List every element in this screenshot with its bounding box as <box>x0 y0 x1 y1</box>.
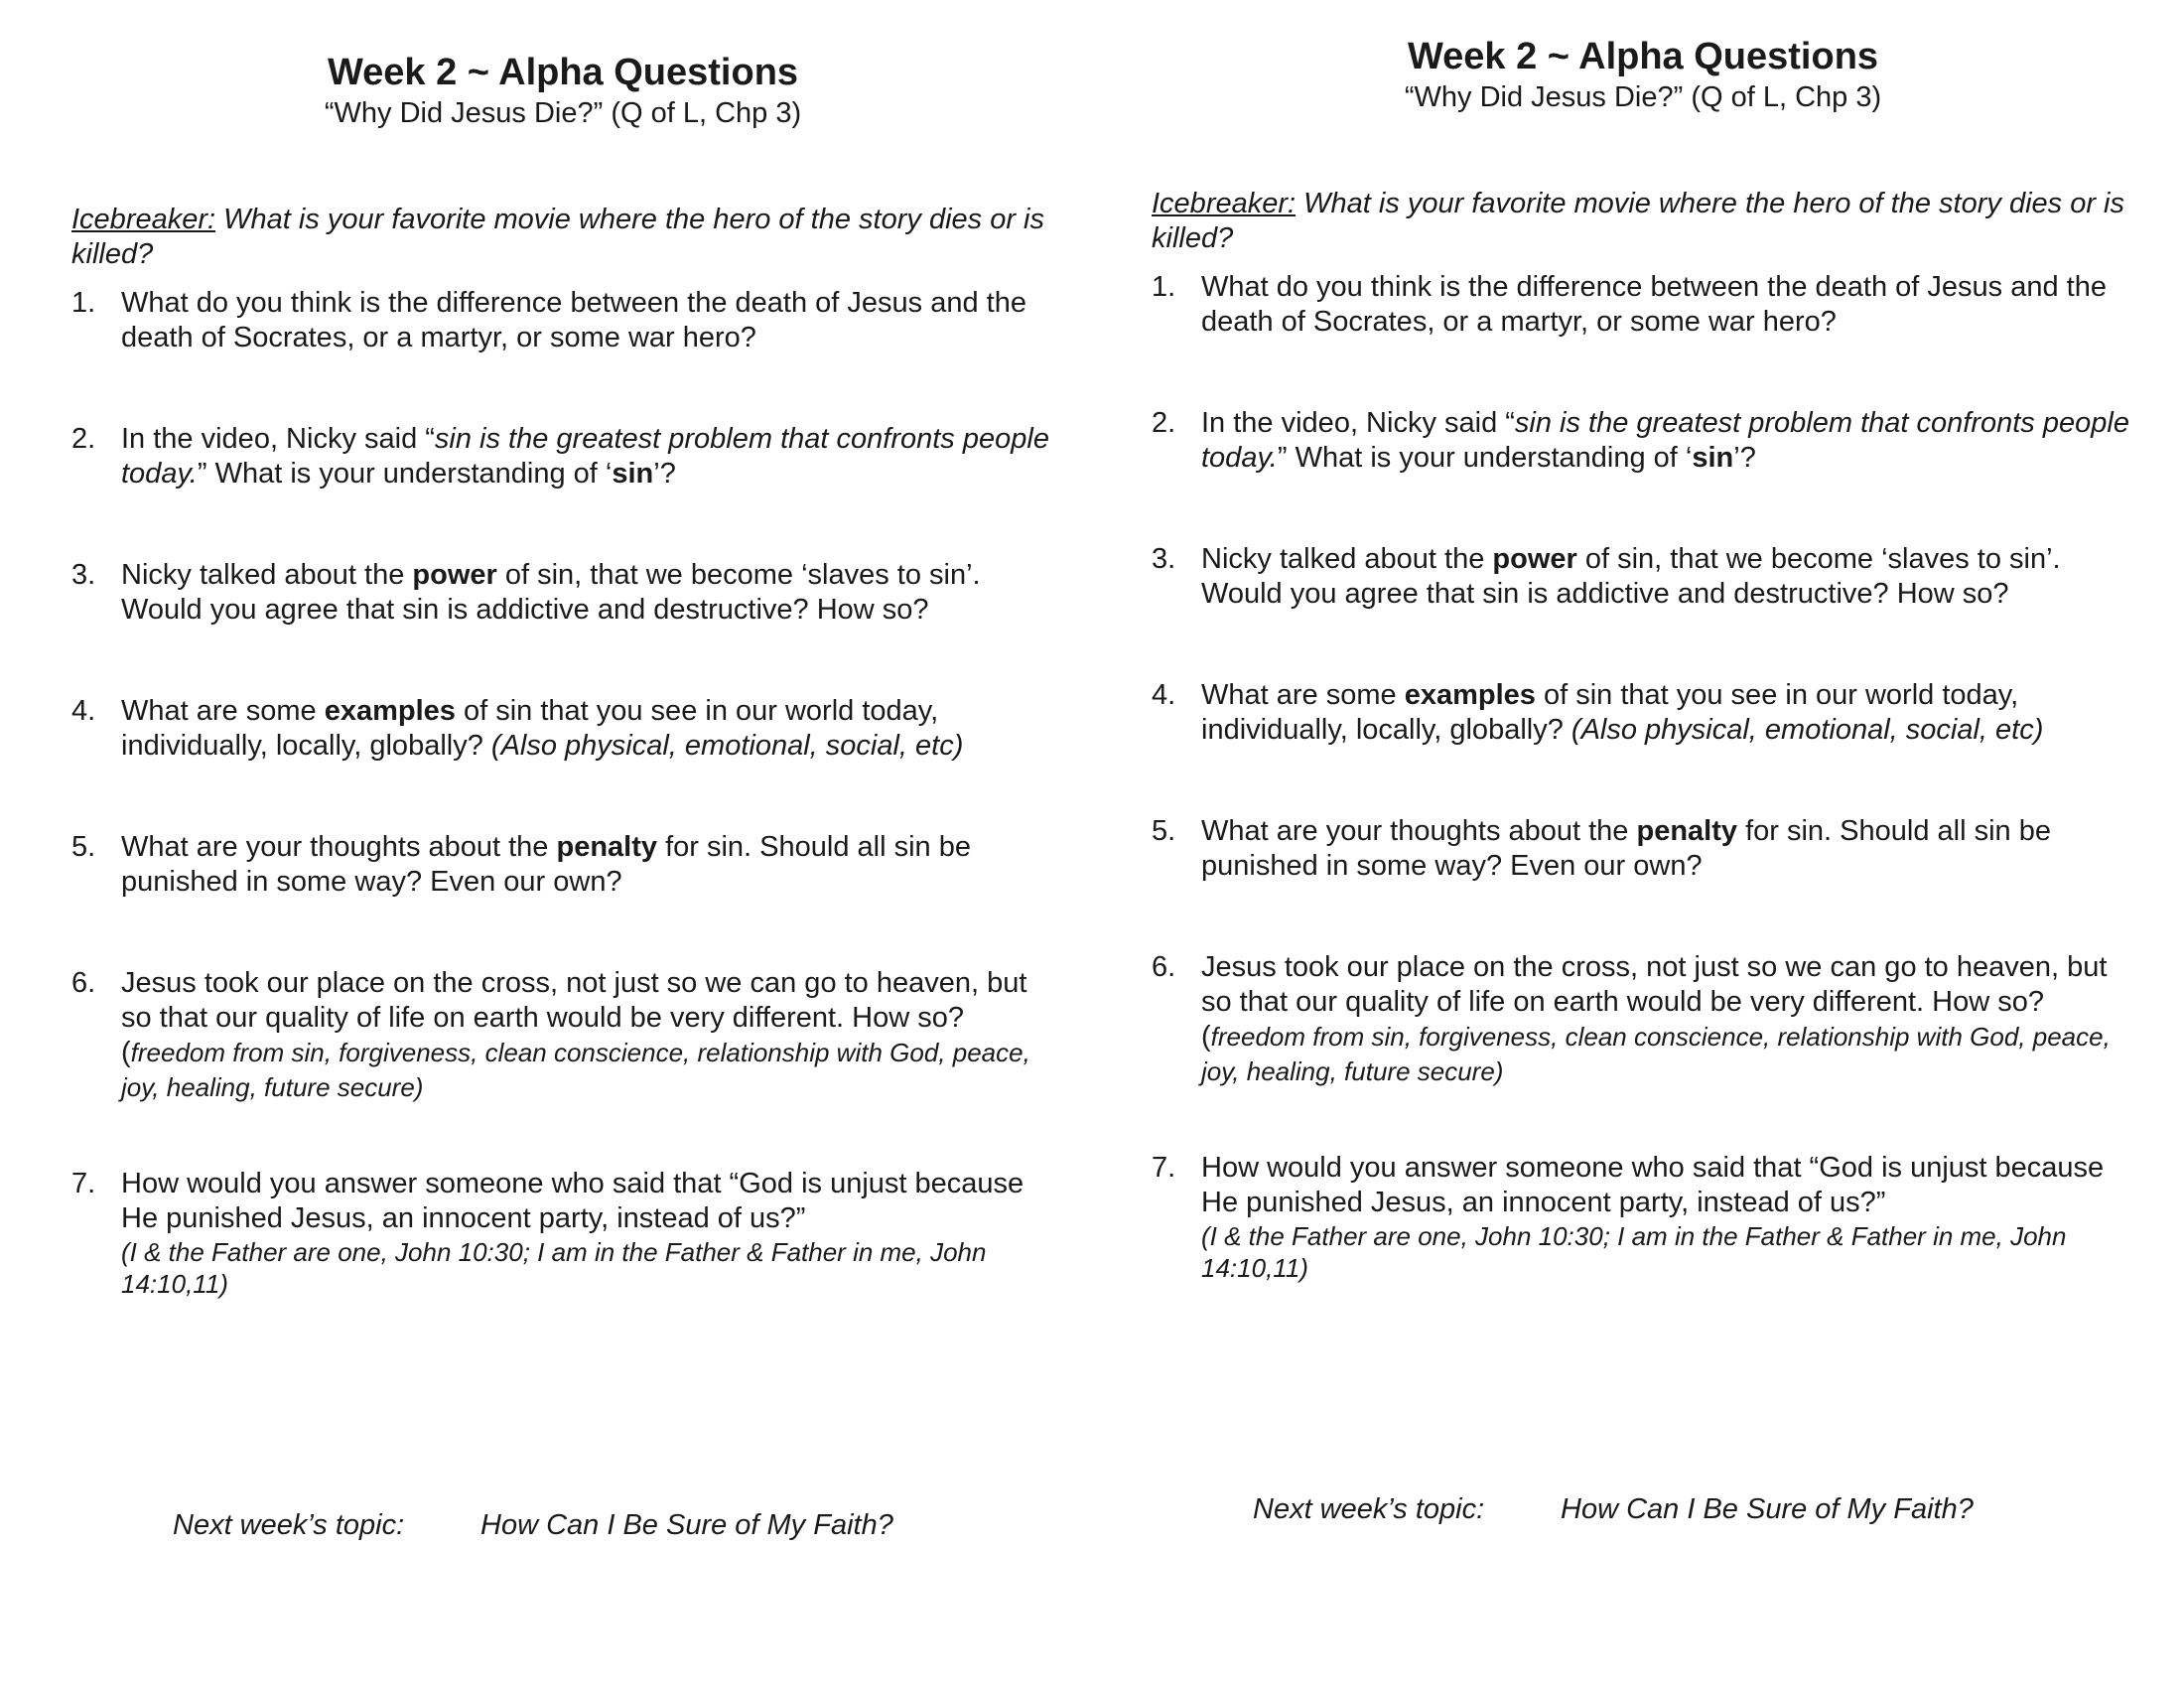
question-hint: freedom from sin, forgiveness, clean conscience, relationship with God, peace, joy, healing, future secure) <box>121 1038 1030 1102</box>
question-list <box>71 286 1054 1300</box>
next-week-label: Next week’s topic: <box>1253 1493 1485 1525</box>
question-number: 5. <box>71 831 96 863</box>
question-hint: (Also physical, emotional, social, etc) <box>490 730 964 762</box>
question-text: of sin that you see in our world today, individually, locally, globally? <box>121 695 939 762</box>
page-title: Week 2 ~ Alpha Questions <box>1407 36 1879 77</box>
question-hint: (Also physical, emotional, social, etc) <box>1570 714 2044 746</box>
question-text: How would you answer someone who said that “God is unjust because He punished Jesus, an innocent party, instead of us?” <box>1201 1152 2105 1218</box>
question-hint: (I & the Father are one, John 10:30; I am in the Father & Father in me, John 14:10,11) <box>121 1237 987 1299</box>
question-5 <box>1152 814 2134 884</box>
question-4 <box>1152 678 2134 748</box>
question-6 <box>71 966 1054 1105</box>
question-quote: sin is the greatest problem that confronts people today. <box>1201 407 2129 474</box>
question-keyword: sin <box>612 458 654 490</box>
page-subtitle: “Why Did Jesus Die?” (Q of L, Chp 3) <box>1404 81 1882 113</box>
question-number: 4. <box>1152 679 1176 711</box>
question-6 <box>1152 950 2134 1089</box>
question-text: How would you answer someone who said that “God is unjust because He punished Jesus, an innocent party, instead of us?” <box>121 1168 1024 1234</box>
question-text: What are some <box>121 695 325 727</box>
question-text: What are your thoughts about the <box>121 831 557 863</box>
question-list <box>1152 270 2134 1284</box>
question-text: Nicky talked about the <box>121 559 413 591</box>
question-4 <box>71 694 1054 764</box>
icebreaker <box>1152 187 2134 256</box>
question-text: of sin, that we become ‘slaves to sin’. Would you agree that sin is addictive and destructive? How so? <box>1201 543 2061 610</box>
question-text: What do you think is the difference between the death of Jesus and the death of Socrates, or a martyr, or some war hero? <box>121 287 1026 353</box>
question-text: ’? <box>1733 442 1756 474</box>
question-2 <box>1152 406 2134 476</box>
handout-left <box>71 50 1054 1541</box>
question-3 <box>71 558 1054 628</box>
question-text: for sin. Should all sin be punished in some way? Even our own? <box>1201 815 2051 882</box>
question-text: In the video, Nicky said “ <box>121 423 435 455</box>
question-number: 1. <box>71 287 96 319</box>
question-text: What do you think is the difference between the death of Jesus and the death of Socrates, or a martyr, or some war hero? <box>1201 271 2107 338</box>
question-text: Jesus took our place on the cross, not just so we can go to heaven, but so that our quality of life on earth would be very different. How so? ( <box>1201 951 2108 1053</box>
question-keyword: sin <box>1692 442 1734 474</box>
question-quote: sin is the greatest problem that confronts people today. <box>121 423 1049 490</box>
question-hint: freedom from sin, forgiveness, clean conscience, relationship with God, peace, joy, healing, future secure) <box>1201 1022 2111 1086</box>
question-number: 7. <box>1152 1152 1176 1184</box>
next-week-title: How Can I Be Sure of My Faith? <box>480 1509 893 1541</box>
page-subtitle: “Why Did Jesus Die?” (Q of L, Chp 3) <box>324 97 802 129</box>
icebreaker-question: What is your favorite movie where the hero of the story dies or is killed? <box>71 204 1044 270</box>
question-number: 3. <box>71 559 96 591</box>
question-2 <box>71 422 1054 492</box>
question-number: 6. <box>1152 951 1176 983</box>
question-number: 3. <box>1152 543 1176 575</box>
icebreaker-question: What is your favorite movie where the hero of the story dies or is killed? <box>1152 188 2124 254</box>
question-5 <box>71 830 1054 900</box>
question-keyword: examples <box>324 695 456 727</box>
question-text: ” What is your understanding of ‘ <box>1277 442 1693 474</box>
question-3 <box>1152 542 2134 612</box>
next-week-topic <box>173 1509 893 1542</box>
question-7 <box>1152 1151 2134 1284</box>
question-number: 6. <box>71 967 96 999</box>
question-number: 7. <box>71 1168 96 1199</box>
icebreaker-label: Icebreaker: <box>71 204 216 235</box>
question-keyword: penalty <box>1636 815 1738 847</box>
question-text: In the video, Nicky said “ <box>1201 407 1515 439</box>
next-week-label: Next week’s topic: <box>173 1509 405 1541</box>
next-week-title: How Can I Be Sure of My Faith? <box>1561 1493 1974 1525</box>
question-keyword: power <box>412 559 497 591</box>
page-title: Week 2 ~ Alpha Questions <box>327 52 799 93</box>
icebreaker-label: Icebreaker: <box>1152 188 1297 219</box>
question-text: for sin. Should all sin be punished in some way? Even our own? <box>121 831 971 898</box>
question-text: What are some <box>1201 679 1405 711</box>
question-number: 2. <box>1152 407 1176 439</box>
question-text: of sin, that we become ‘slaves to sin’. Would you agree that sin is addictive and destructive? How so? <box>121 559 981 626</box>
next-week-topic <box>1253 1493 1974 1526</box>
question-number: 4. <box>71 695 96 727</box>
question-text: Nicky talked about the <box>1201 543 1493 575</box>
question-text: of sin that you see in our world today, individually, locally, globally? <box>1201 679 2019 746</box>
question-number: 2. <box>71 423 96 455</box>
question-number: 5. <box>1152 815 1176 847</box>
question-number: 1. <box>1152 271 1176 303</box>
question-1 <box>1152 270 2134 340</box>
question-text: ’? <box>653 458 676 490</box>
handout-right <box>1152 34 2134 1525</box>
question-keyword: penalty <box>556 831 658 863</box>
question-keyword: examples <box>1404 679 1536 711</box>
question-text: What are your thoughts about the <box>1201 815 1637 847</box>
question-hint: (I & the Father are one, John 10:30; I am in the Father & Father in me, John 14:10,11) <box>1201 1221 2067 1283</box>
question-1 <box>71 286 1054 355</box>
icebreaker <box>71 203 1054 272</box>
question-keyword: power <box>1492 543 1577 575</box>
question-text: Jesus took our place on the cross, not just so we can go to heaven, but so that our quality of life on earth would be very different. How so? ( <box>121 967 1027 1068</box>
question-7 <box>71 1167 1054 1300</box>
question-text: ” What is your understanding of ‘ <box>197 458 613 490</box>
